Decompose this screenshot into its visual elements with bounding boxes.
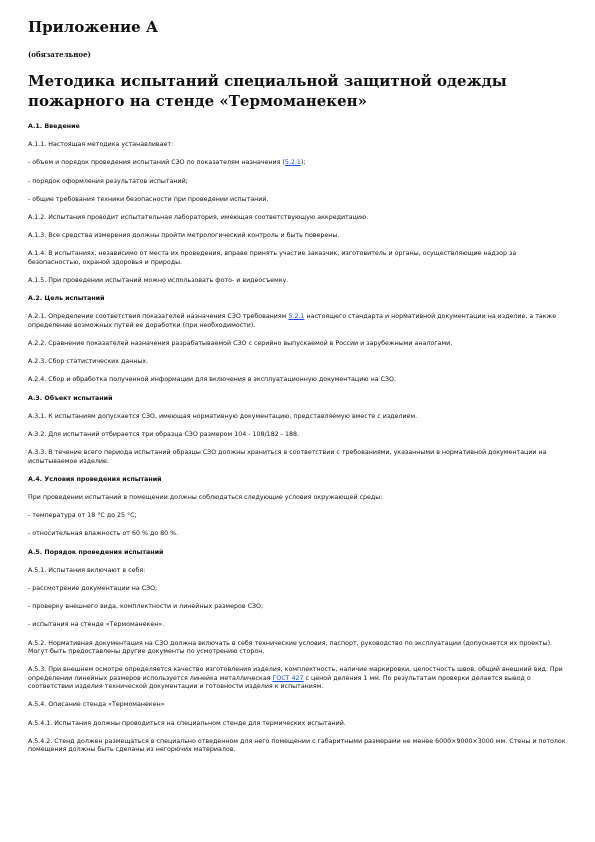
paragraph: При проведении испытаний в помещении должны соблюдаться следующие условия окружающей среды: — [28, 494, 383, 502]
reference-link[interactable]: ГОСТ 427 — [272, 674, 304, 682]
paragraph: - температура от 18 °С до 25 °С; — [28, 512, 137, 520]
section-heading: A.4. Условия проведения испытаний — [28, 475, 162, 483]
paragraph-text: настоящего стандарта и нормативной документации на изделие, а также определение возможных путей ее доработки (при необходимости). — [28, 313, 557, 329]
paragraph: A.1.2. Испытания проводит испытательная лаборатория, имеющая соответствующую аккредитацию. — [28, 213, 369, 221]
paragraph: - порядок оформления результатов испытаний; — [28, 177, 188, 185]
paragraph: A.5.2. Нормативная документация на СЗО должна включать в себя технические условия, паспорт, руководство по эксплуатации (допускается их проекты). Могут быть предоставлены другие документы по усмотрению сторон. — [28, 639, 553, 656]
paragraph: A.1.1. Настоящая методика устанавливает: — [28, 141, 174, 149]
section-heading: A.5. Порядок проведения испытаний — [28, 548, 164, 556]
paragraph: - общие требования техники безопасности при проведении испытаний. — [28, 195, 269, 203]
paragraph-text: с ценой деления 1 мм. По результатам проверки делается вывод о соответствии изделия технической документации и готовности изделия к испытаниям. — [28, 674, 531, 691]
section-heading: A.1. Введение — [28, 123, 80, 130]
paragraph-text: ); — [300, 159, 306, 167]
paragraph: A.5.4.1. Испытания должны проводиться на специальном стенде для термических испытаний. — [28, 719, 346, 727]
reference-link[interactable]: 5.2.1 — [284, 159, 301, 167]
paragraph: A.2.3. Сбор статистических данных. — [28, 358, 149, 366]
paragraph-text: A.2.1. Определение соответствия показателей назначения СЗО требованиям — [28, 313, 289, 321]
paragraph: A.3.2. Для испытаний отбирается три образца СЗО размером 104 - 108/182 - 188. — [28, 431, 299, 438]
paragraph: A.1.5. При проведении испытаний можно использовать фото- и видеосъемку. — [28, 277, 289, 284]
appendix-note: (обязательное) — [28, 50, 91, 59]
paragraph-text: - объем и порядок проведения испытаний СЗО по показателям назначения ( — [28, 159, 285, 167]
appendix-heading: Приложение А — [28, 18, 159, 36]
paragraph: - проверку внешнего вида, комплектности и линейных размеров СЗО; — [28, 603, 264, 611]
paragraph: - относительная влажность от 60 % до 80 %. — [28, 530, 179, 538]
paragraph: A.3.3. В течение всего периода испытаний образцы СЗО должны храниться в соответствии с требованиями, указанными в нормативной документации на испытываемое изделие. — [28, 449, 547, 465]
paragraph: - испытания на стенде «Термоманекен». — [28, 621, 165, 629]
paragraph: A.2.4. Сбор и обработка полученной информации для включения в эксплуатационную документацию на СЗО. — [28, 376, 396, 384]
section-heading: A.3. Объект испытаний — [28, 394, 113, 402]
paragraph: A.5.4.2. Стенд должен размещаться в специально отведенном для него помещении с габаритными размерами не менее 6000×9000×3000 мм. Стены и потолок помещения должны быть сделаны из негорючих материалов. — [28, 737, 566, 754]
paragraph — [28, 159, 567, 168]
reference-link[interactable]: 5.2.1 — [288, 313, 305, 321]
paragraph: A.3.1. К испытаниям допускается СЗО, имеющая нормативную документацию, представляемую вместе с изделием. — [28, 412, 418, 420]
document-body — [28, 123, 567, 755]
paragraph-text: A.5.3. При внешнем осмотре определяется качество изготовления изделия, комплектность, наличие маркировки, целостность швов, общий внешний вид. При определении линейных размеров используется линейка металлическая — [28, 666, 563, 682]
paragraph — [28, 666, 567, 692]
paragraph: A.1.3. Все средства измерения должны пройти метрологический контроль и быть поверены. — [28, 232, 340, 240]
section-heading: A.2. Цель испытаний — [28, 295, 105, 303]
document-title: Методика испытаний специальной защитной одежды пожарного на стенде «Термоманекен» — [28, 72, 507, 110]
paragraph: A.2.2. Сравнение показателей назначения разрабатываемой СЗО с серийно выпускаемой в России и зарубежными аналогами. — [28, 340, 453, 348]
paragraph — [28, 313, 567, 330]
paragraph: - рассмотрение документации на СЗО; — [28, 585, 158, 592]
paragraph: A.5.4. Описание стенда «Термоманекен» — [28, 701, 165, 709]
paragraph: A.5.1. Испытания включают в себя: — [28, 566, 146, 574]
paragraph: A.1.4. В испытаниях, независимо от места их проведения, вправе принять участие заказчик, изготовитель и органы, осуществляющие надзор за безопасностью, охраной здоровья и природы. — [28, 250, 517, 266]
